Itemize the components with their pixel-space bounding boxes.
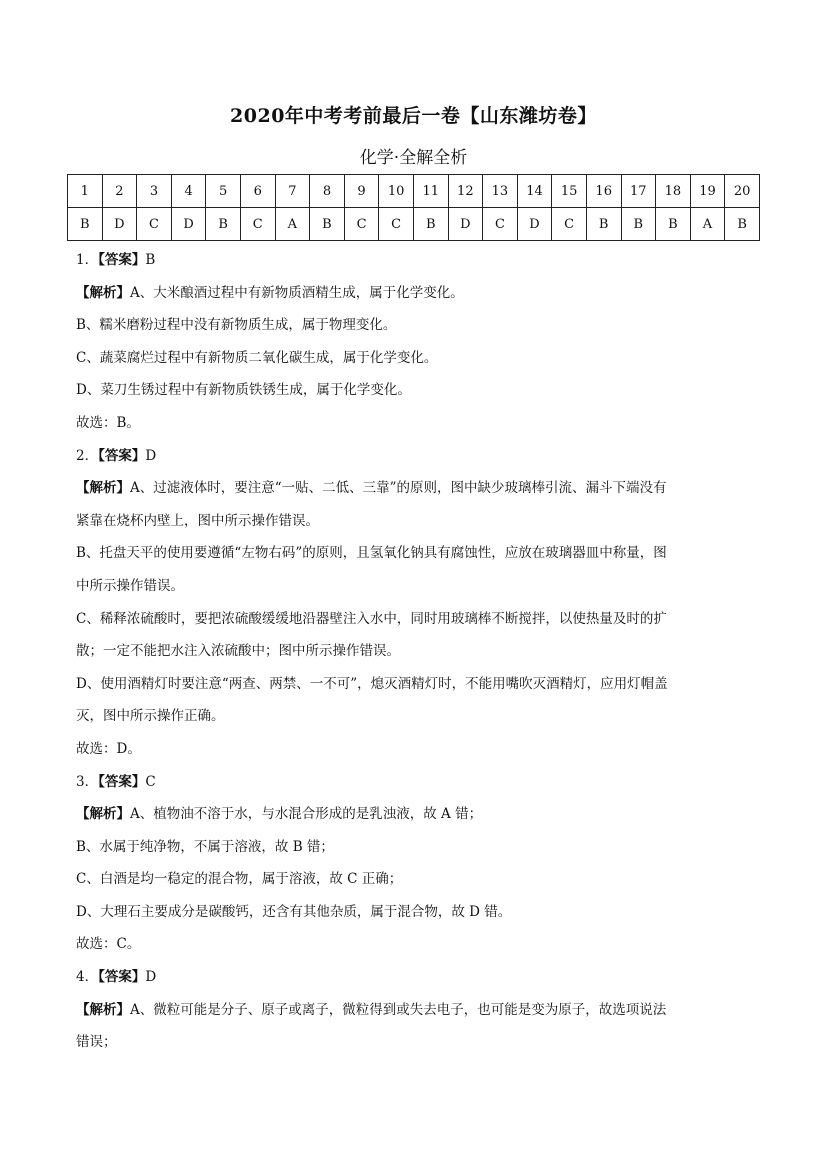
analysis-line-q1: 【解析】A、大米酿酒过程中有新物质酒精生成，属于化学变化。 <box>76 284 464 301</box>
table-cell-number: 15 <box>552 175 587 208</box>
table-cell-answer: B <box>68 208 103 241</box>
table-cell-answer: B <box>310 208 345 241</box>
table-cell-answer: C <box>137 208 172 241</box>
text-line: C、蔬菜腐烂过程中有新物质二氧化碳生成，属于化学变化。 <box>76 349 438 366</box>
answer-table-number-row <box>68 175 760 208</box>
text-line: D、大理石主要成分是碳酸钙，还含有其他杂质，属于混合物，故 D 错。 <box>76 903 512 920</box>
text-line: B、糯米磨粉过程中没有新物质生成，属于物理变化。 <box>76 317 397 334</box>
text-line: 散；一定不能把水注入浓硫酸中；图中所示操作错误。 <box>76 643 400 660</box>
table-cell-answer: D <box>102 208 137 241</box>
table-cell-number: 9 <box>344 175 379 208</box>
table-cell-number: 7 <box>275 175 310 208</box>
text-line: B、水属于纯净物，不属于溶液，故 B 错； <box>76 838 334 855</box>
text-line: 故选：D。 <box>76 740 141 757</box>
table-cell-number: 17 <box>621 175 656 208</box>
table-cell-number: 19 <box>690 175 725 208</box>
table-cell-number: 12 <box>448 175 483 208</box>
answer-table <box>67 174 760 241</box>
answer-line-q1: 1．【答案】B <box>76 252 156 268</box>
table-cell-answer: B <box>656 208 691 241</box>
table-cell-answer: C <box>344 208 379 241</box>
table-cell-number: 13 <box>483 175 518 208</box>
analysis-line-q3: 【解析】A、植物油不溶于水，与水混合形成的是乳浊液，故 A 错； <box>76 806 483 823</box>
text-line: 中所示操作错误。 <box>76 577 184 594</box>
analysis-line-q2: 【解析】A、过滤液体时，要注意“一贴、二低、三靠”的原则，图中缺少玻璃棒引流、漏斗下端没有 <box>76 480 667 497</box>
table-cell-answer: C <box>240 208 275 241</box>
table-cell-number: 2 <box>102 175 137 208</box>
table-cell-number: 14 <box>517 175 552 208</box>
table-cell-number: 6 <box>240 175 275 208</box>
table-cell-answer: A <box>275 208 310 241</box>
text-line: 故选：B。 <box>76 414 140 431</box>
text-line: 故选：C。 <box>76 936 141 953</box>
answer-table-answer-row <box>68 208 760 241</box>
table-cell-number: 11 <box>413 175 448 208</box>
table-cell-answer: D <box>517 208 552 241</box>
text-line: B、托盘天平的使用要遵循“左物右码”的原则，且氢氧化钠具有腐蚀性，应放在玻璃器皿中称量，图 <box>76 545 667 562</box>
table-cell-answer: C <box>483 208 518 241</box>
text-line: 错误； <box>76 1034 117 1051</box>
table-cell-number: 3 <box>137 175 172 208</box>
text-line: 紧靠在烧杯内壁上，图中所示操作错误。 <box>76 512 319 529</box>
text-line: D、使用酒精灯时要注意“两查、两禁、一不可”，熄灭酒精灯时，不能用嘴吹灭酒精灯，应用灯帽盖 <box>76 675 668 692</box>
text-line: 灭，图中所示操作正确。 <box>76 708 225 725</box>
answer-line-q3: 3．【答案】C <box>76 773 156 790</box>
text-line: C、稀释浓硫酸时，要把浓硫酸缓缓地沿器壁注入水中，同时用玻璃棒不断搅拌，以使热量及时的扩 <box>76 610 667 627</box>
table-cell-answer: D <box>171 208 206 241</box>
table-cell-number: 18 <box>656 175 691 208</box>
table-cell-number: 4 <box>171 175 206 208</box>
table-cell-number: 20 <box>725 175 760 208</box>
table-cell-answer: C <box>379 208 414 241</box>
table-cell-answer: D <box>448 208 483 241</box>
table-cell-number: 16 <box>586 175 621 208</box>
analysis-line-q4: 【解析】A、微粒可能是分子、原子或离子，微粒得到或失去电子，也可能是变为原子，故选项说法 <box>76 1001 667 1018</box>
table-cell-answer: A <box>690 208 725 241</box>
table-cell-answer: B <box>413 208 448 241</box>
page-title: 2020年中考考前最后一卷【山东潍坊卷】 <box>230 105 597 127</box>
answer-line-q4: 4．【答案】D <box>76 969 157 986</box>
answer-line-q2: 2．【答案】D <box>76 447 157 464</box>
table-cell-answer: C <box>552 208 587 241</box>
text-line: C、白酒是均一稳定的混合物，属于溶液，故 C 正确； <box>76 871 403 888</box>
text-line: D、菜刀生锈过程中有新物质铁锈生成，属于化学变化。 <box>76 382 411 399</box>
table-cell-answer: B <box>621 208 656 241</box>
table-cell-number: 10 <box>379 175 414 208</box>
solutions-body <box>76 244 756 1059</box>
page-subtitle: 化学·全解全析 <box>359 148 468 168</box>
table-cell-answer: B <box>586 208 621 241</box>
table-cell-answer: B <box>206 208 241 241</box>
table-cell-answer: B <box>725 208 760 241</box>
table-cell-number: 5 <box>206 175 241 208</box>
table-cell-number: 1 <box>68 175 103 208</box>
table-cell-number: 8 <box>310 175 345 208</box>
